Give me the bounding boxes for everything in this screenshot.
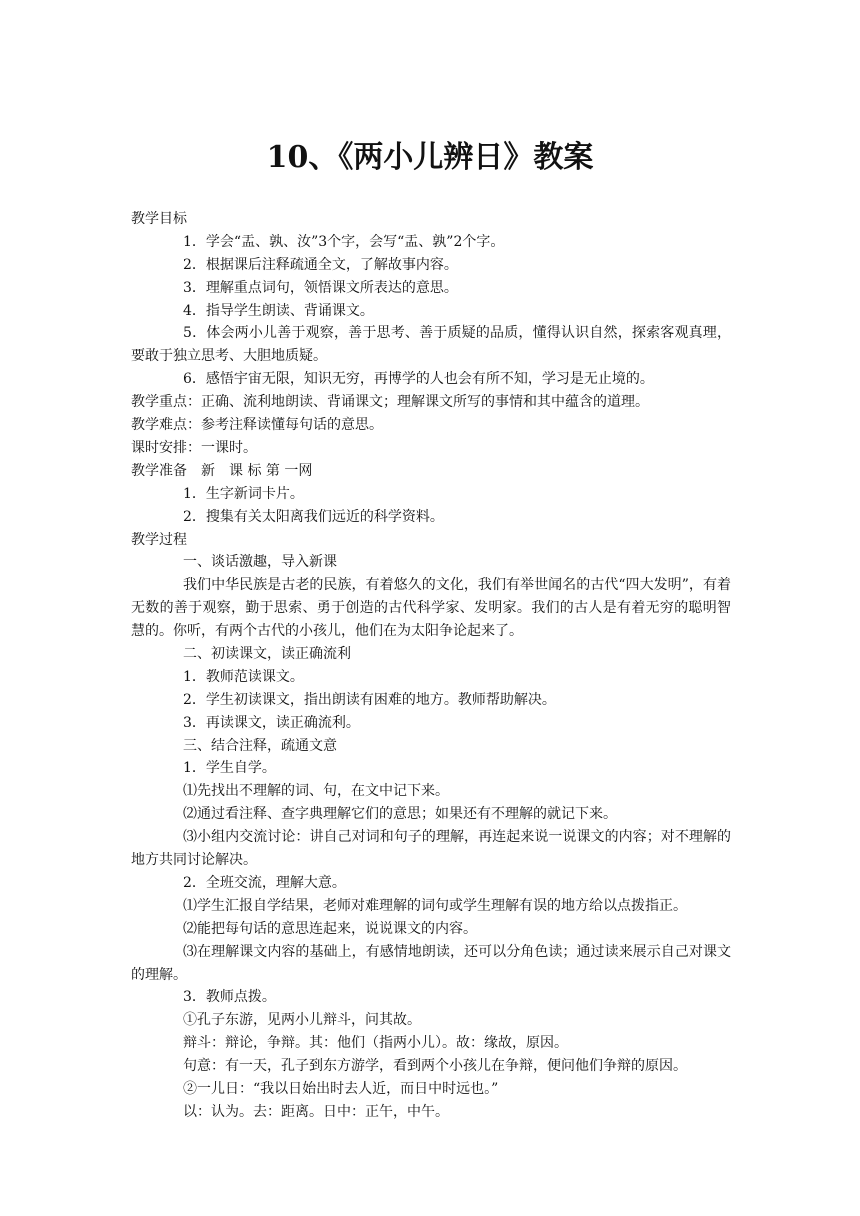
text-line: 6．感悟宇宙无限，知识无穷，再博学的人也会有所不知，学习是无止境的。: [183, 371, 654, 388]
text-line: 2．搜集有关太阳离我们远近的科学资料。: [183, 508, 444, 525]
text-line: 一、谈话激趣，导入新课: [183, 554, 337, 571]
text-line: 1．教师范读课文。: [183, 668, 304, 685]
text-line: ⑴先找出不理解的词、句，在文中记下来。: [183, 783, 449, 800]
text-line: ⑵能把每句话的意思连起来，说说课文的内容。: [183, 920, 477, 937]
text-line: ⑴学生汇报自学结果，老师对难理解的词句或学生理解有误的地方给以点拨指正。: [183, 897, 687, 914]
text-line: 2．根据课后注释疏通全文，了解故事内容。: [183, 256, 458, 273]
text-line: 3．再读课文，读正确流利。: [183, 714, 360, 731]
text-line: 课时安排：一课时。: [131, 439, 257, 456]
text-line: ②一儿日：“我以日始出时去人近，而日中时远也。”: [183, 1080, 499, 1097]
text-line: 4．指导学生朗读、背诵课文。: [183, 302, 374, 319]
text-line: 3．教师点拨。: [183, 989, 276, 1006]
text-line: 1．学生自学。: [183, 760, 276, 777]
document-body: [131, 208, 731, 1124]
text-line: 教学目标: [131, 211, 187, 227]
text-line: 教学准备 新 课 标 第 一网: [131, 462, 313, 479]
text-line: 辩斗：辩论，争辩。其：他们（指两小儿）。故：缘故，原因。: [183, 1035, 568, 1052]
text-line: 3．理解重点词句，领悟课文所表达的意思。: [183, 279, 458, 296]
text-line: 1．学会“盂、孰、汝”3个字，会写“盂、孰”2个字。: [183, 233, 505, 250]
text-line: 1．生字新词卡片。: [183, 485, 304, 502]
text-line: 2．全班交流，理解大意。: [183, 874, 346, 891]
text-line: 以：认为。去：距离。日中：正午，中午。: [183, 1103, 449, 1120]
text-line: 2．学生初读课文，指出朗读有困难的地方。教师帮助解决。: [183, 691, 556, 708]
text-line: 5．体会两小儿善于观察，善于思考、善于质疑的品质，懂得认识自然，探索客观真理，要敢于独立思考、大胆地质疑。: [131, 325, 731, 365]
text-line: 句意：有一天，孔子到东方游学，看到两个小孩儿在争辩，便问他们争辩的原因。: [183, 1058, 687, 1075]
text-line: ⑵通过看注释、查字典理解它们的意思；如果还有不理解的就记下来。: [183, 806, 617, 823]
text-line: 教学难点：参考注释读懂每句话的意思。: [131, 417, 383, 434]
text-line: 教学重点：正确、流利地朗读、背诵课文；理解课文所写的事情和其中蕴含的道理。: [131, 394, 649, 411]
text-line: 三、结合注释，疏通文意: [183, 737, 337, 754]
document-title: 10、《两小儿辨日》教案: [266, 140, 594, 175]
text-line: ⑶小组内交流讨论：讲自己对词和句子的理解，再连起来说一说课文的内容；对不理解的地方共同讨论解决。: [131, 829, 731, 869]
text-line: 二、初读课文，读正确流利: [183, 646, 351, 662]
text-line: 我们中华民族是古老的民族，有着悠久的文化，我们有举世闻名的古代“四大发明”，有着无数的善于观察，勤于思索、勇于创造的古代科学家、发明家。我们的古人是有着无穷的聪明智慧的。你听，有两个古代的小孩儿，他们在为太阳争论起来了。: [131, 577, 731, 640]
text-line: ⑶在理解课文内容的基础上，有感情地朗读，还可以分角色读；通过读来展示自己对课文的理解。: [131, 943, 731, 983]
text-line: ①孔子东游，见两小儿辩斗，问其故。: [183, 1012, 421, 1029]
text-line: 教学过程: [131, 531, 187, 548]
